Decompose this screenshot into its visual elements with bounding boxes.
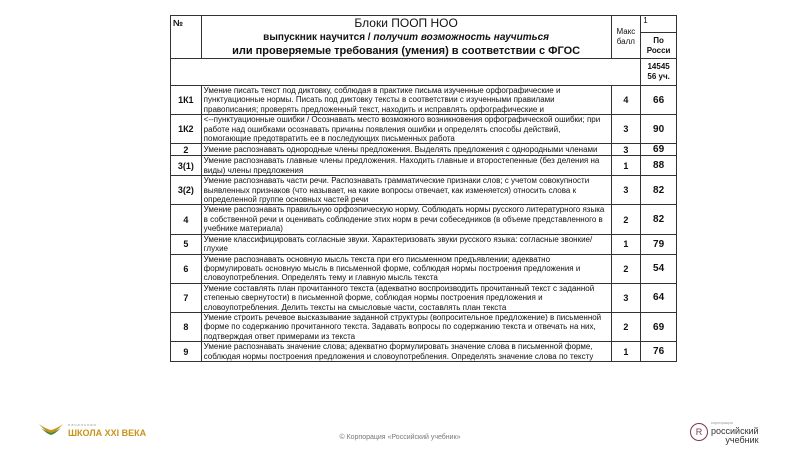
total-participants: 14545 56 уч. xyxy=(641,59,677,86)
russia-percent: 90 xyxy=(641,115,677,144)
table-row xyxy=(171,176,677,205)
table-row xyxy=(171,234,677,254)
ru-mark-icon: R xyxy=(690,423,708,441)
table-row xyxy=(171,115,677,144)
logo-right-line2: учебник xyxy=(725,435,759,445)
russia-percent: 88 xyxy=(641,156,677,176)
max-score: 3 xyxy=(611,115,641,144)
task-number: 6 xyxy=(171,254,202,283)
task-description: Умение классифицировать согласные звуки. Характеризовать звуки русского языка: согласные звонкие/глухие xyxy=(201,234,611,254)
russia-percent: 82 xyxy=(641,176,677,205)
task-description: Умение распознавать основную мысль текста при его письменном предъявлении; адекватно формулировать основную мысль в письменной форме, соблюдая нормы построения предложения и словоупотребления. Определять тему и главную мысль текста xyxy=(201,254,611,283)
max-score: 2 xyxy=(611,205,641,234)
col-index: 1 xyxy=(641,16,677,33)
table-row xyxy=(171,86,677,115)
table-row xyxy=(171,254,677,283)
copyright: © Корпорация «Российский учебник» xyxy=(339,434,461,441)
rossiyskiy-uchebnik-logo xyxy=(690,418,759,445)
task-description: Умение распознавать правильную орфоэпическую норму. Соблюдать нормы русского литературного языка в собственной речи и оценивать соблюдение этих норм в речи собеседников (в объеме представленного в учебнике материала) xyxy=(201,205,611,234)
max-score: 4 xyxy=(611,86,641,115)
task-description: Умение распознавать значение слова; адекватно формулировать значение слова в письменной форме, соблюдая нормы построения предложения и словоупотребления. Определять значение слова по тексту xyxy=(201,342,611,362)
task-number: 1К1 xyxy=(171,86,202,115)
table-row xyxy=(171,283,677,312)
results-table-container xyxy=(170,15,677,430)
russia-percent: 69 xyxy=(641,144,677,156)
task-description: Умение писать текст под диктовку, соблюдая в практике письма изученные орфографические и пунктуационные нормы. Писать под диктовку тексты в соответствии с изученными правилами правописания; проверять предложенный текст, находить и исправлять орфографические и xyxy=(201,86,611,115)
task-description: Умение строить речевое высказывание заданной структуры (вопросительное предложение) в письменной форме по содержанию прочитанного текста. Задавать вопросы по содержанию текста и отвечать на них, подтверждая ответ примерами из текста xyxy=(201,312,611,341)
russia-percent: 64 xyxy=(641,283,677,312)
max-score: 2 xyxy=(611,312,641,341)
task-description: Умение распознавать главные члены предложения. Находить главные и второстепенные (без деления на виды) члены предложения xyxy=(201,156,611,176)
russia-percent: 54 xyxy=(641,254,677,283)
results-table xyxy=(170,15,677,362)
header-subtitle-italic: получит возможность научиться xyxy=(373,32,550,43)
max-score: 2 xyxy=(611,254,641,283)
russia-percent: 69 xyxy=(641,312,677,341)
task-number: 9 xyxy=(171,342,202,362)
table-row xyxy=(171,312,677,341)
russia-percent: 79 xyxy=(641,234,677,254)
max-score: 1 xyxy=(611,342,641,362)
task-number: 3(1) xyxy=(171,156,202,176)
task-description: <--пунктуационные ошибки / Осознавать место возможного возникновения орфографической ошибки; при работе над ошибками осознавать причины появления ошибки и определять способы действий, помогающие предотвратить ее в последующих письменных работа xyxy=(201,115,611,144)
logo-left-small: начальная xyxy=(68,422,97,427)
table-header-row xyxy=(171,16,677,33)
total-row xyxy=(171,59,677,86)
max-score: 3 xyxy=(611,144,641,156)
task-number: 4 xyxy=(171,205,202,234)
max-score: 3 xyxy=(611,283,641,312)
russia-percent: 66 xyxy=(641,86,677,115)
header-subtitle-plain: выпускник научится / xyxy=(263,32,374,43)
task-number: 2 xyxy=(171,144,202,156)
max-score: 1 xyxy=(611,156,641,176)
table-row xyxy=(171,205,677,234)
task-description: Умение распознавать однородные члены предложения. Выделять предложения с однородными членами xyxy=(201,144,611,156)
task-number: 7 xyxy=(171,283,202,312)
header-requirements: или проверяемые требования (умения) в соответствии с ФГОС xyxy=(232,45,581,57)
table-row xyxy=(171,342,677,362)
table-row xyxy=(171,156,677,176)
logo-right-line1: российский xyxy=(711,426,759,436)
header-title: Блоки ПООП НОО xyxy=(354,16,458,30)
russia-header: По Росси xyxy=(641,33,677,59)
logo-left-main: ШКОЛА XXI ВЕКА xyxy=(68,428,147,438)
total-row-empty xyxy=(171,59,641,86)
max-score: 3 xyxy=(611,176,641,205)
table-row xyxy=(171,144,677,156)
russia-percent: 82 xyxy=(641,205,677,234)
blocks-header xyxy=(201,16,611,59)
task-description: Умение составлять план прочитанного текста (адекватно воспроизводить прочитанный текст с заданной степенью свернутости) в письменной форме, соблюдая нормы построения предложения и словоупотребления. Делить тексты на смысловые части, составлять план текста xyxy=(201,283,611,312)
logo-right-small: корпорация xyxy=(711,420,733,425)
task-number: 8 xyxy=(171,312,202,341)
task-number: 5 xyxy=(171,234,202,254)
header-subtitle xyxy=(204,31,609,44)
num-header: № xyxy=(171,16,202,59)
max-score: 1 xyxy=(611,234,641,254)
russia-percent: 76 xyxy=(641,342,677,362)
task-description: Умение распознавать части речи. Распознавать грамматические признаки слов; с учетом совокупности выявленных признаков (что называет, на какие вопросы отвечает, как изменяется) относить слова к определенной группе основных частей речи xyxy=(201,176,611,205)
max-score-header: Макс балл xyxy=(611,16,641,59)
task-number: 3(2) xyxy=(171,176,202,205)
task-number: 1К2 xyxy=(171,115,202,144)
